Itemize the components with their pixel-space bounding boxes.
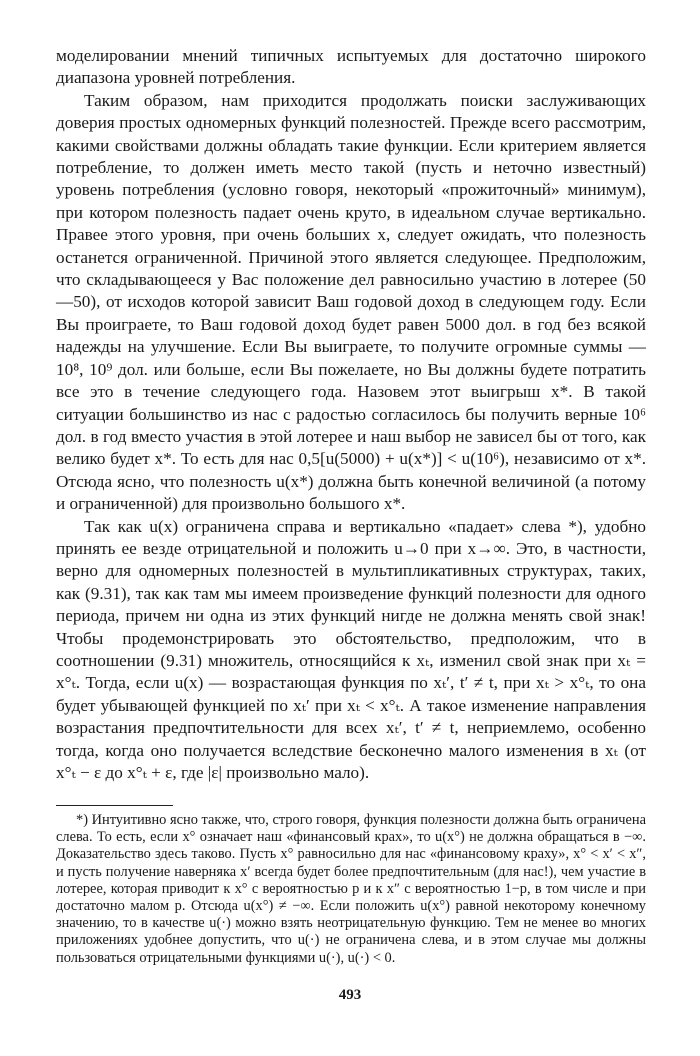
page-number: 493 bbox=[338, 987, 362, 1003]
paragraph-continuation: моделировании мнений типичных испытуемых для достаточно широкого диапазона уровней потребления. bbox=[56, 46, 646, 88]
footnote-divider bbox=[56, 805, 173, 806]
footnote-text: *) Интуитивно ясно также, что, строго говоря, функция полезности должна быть ограничена слева. То есть, если x° означает наш «финансовый крах», то u(x°) не должна обращаться в −∞. Доказательство здесь таково. Пусть x° равносильно для нас «финансовому краху», x° < x′ < x″, и пусть получение наверняка x′ всегда будет более предпочтительным (для нас!), чем участие в лотерее, которая приводит к x° с вероятностью p и к x″ с вероятностью 1−p, в том числе и при достаточно малом p. Отсюда u(x°) ≠ −∞. Если положить u(x°) равной некоторому конечному значению, то в качестве u(·) можно взять неотрицательную функцию. Тем не менее во многих приложениях удобнее допустить, что u(·) не ограничена слева, и в этом случае мы должны пользоваться отрицательными функциями u(·), u(·) < 0. bbox=[56, 812, 646, 966]
main-text bbox=[56, 45, 646, 784]
footnote bbox=[56, 812, 646, 967]
paragraph-utility-search: Таким образом, нам приходится продолжать поиски заслуживающих доверия простых одномерных функций полезностей. Прежде всего рассмотрим, какими свойствами должны обладать такие функции. Если критерием является потребление, то должен иметь место такой (пусть и неточно известный) уровень потребления (условно говоря, некоторый «прожиточный» минимум), при котором полезность падает очень круто, в идеальном случае вертикально. Правее этого уровня, при очень больших x, следует ожидать, что полезность останется ограниченной. Причиной этого является следующее. Предположим, что складывающееся у Вас положение дел равносильно участию в лотерее (50—50), от исходов которой зависит Ваш годовой доход в следующем году. Если Вы проиграете, то Ваш годовой доход будет равен 5000 дол. в год без всякой надежды на улучшение. Если Вы выиграете, то получите огромные суммы — 10⁸, 10⁹ дол. или больше, если Вы пожелаете, но Вы должны будете потратить все это в течение следующего года. Назовем этот выигрыш x*. В такой ситуации большинство из нас с радостью согласилось бы получить верные 10⁶ дол. в год вместо участия в этой лотерее и наш выбор не зависел бы от того, как велико будет x*. То есть для нас 0,5[u(5000) + u(x*)] < u(10⁶), независимо от x*. Отсюда ясно, что полезность u(x*) должна быть конечной величиной (а потому и ограниченной) для произвольно большого x*. bbox=[56, 90, 646, 514]
paragraph-multiplicative: Так как u(x) ограничена справа и вертикально «падает» слева *), удобно принять ее везде отрицательной и положить u→0 при x→∞. Это, в частности, верно для одномерных полезностей в мультипликативных структурах, таких, как (9.31), так как там мы имеем произведение функций полезности для одного периода, причем ни одна из этих функций нигде не должна менять свой знак! Чтобы продемонстрировать это обстоятельство, предположим, что в соотношении (9.31) множитель, относящийся к xₜ, изменил свой знак при xₜ = x°ₜ. Тогда, если u(x) — возрастающая функция по xₜ′, t′ ≠ t, при xₜ > x°ₜ, то она будет убывающей функцией по xₜ′ при xₜ < x°ₜ. А такое изменение направления возрастания предпочтительности для всех xₜ′, t′ ≠ t, неприемлемо, особенно тогда, когда оно получается вследствие бесконечно малого изменения в xₜ (от x°ₜ − ε до x°ₜ + ε, где |ε| произвольно мало). bbox=[56, 516, 646, 782]
